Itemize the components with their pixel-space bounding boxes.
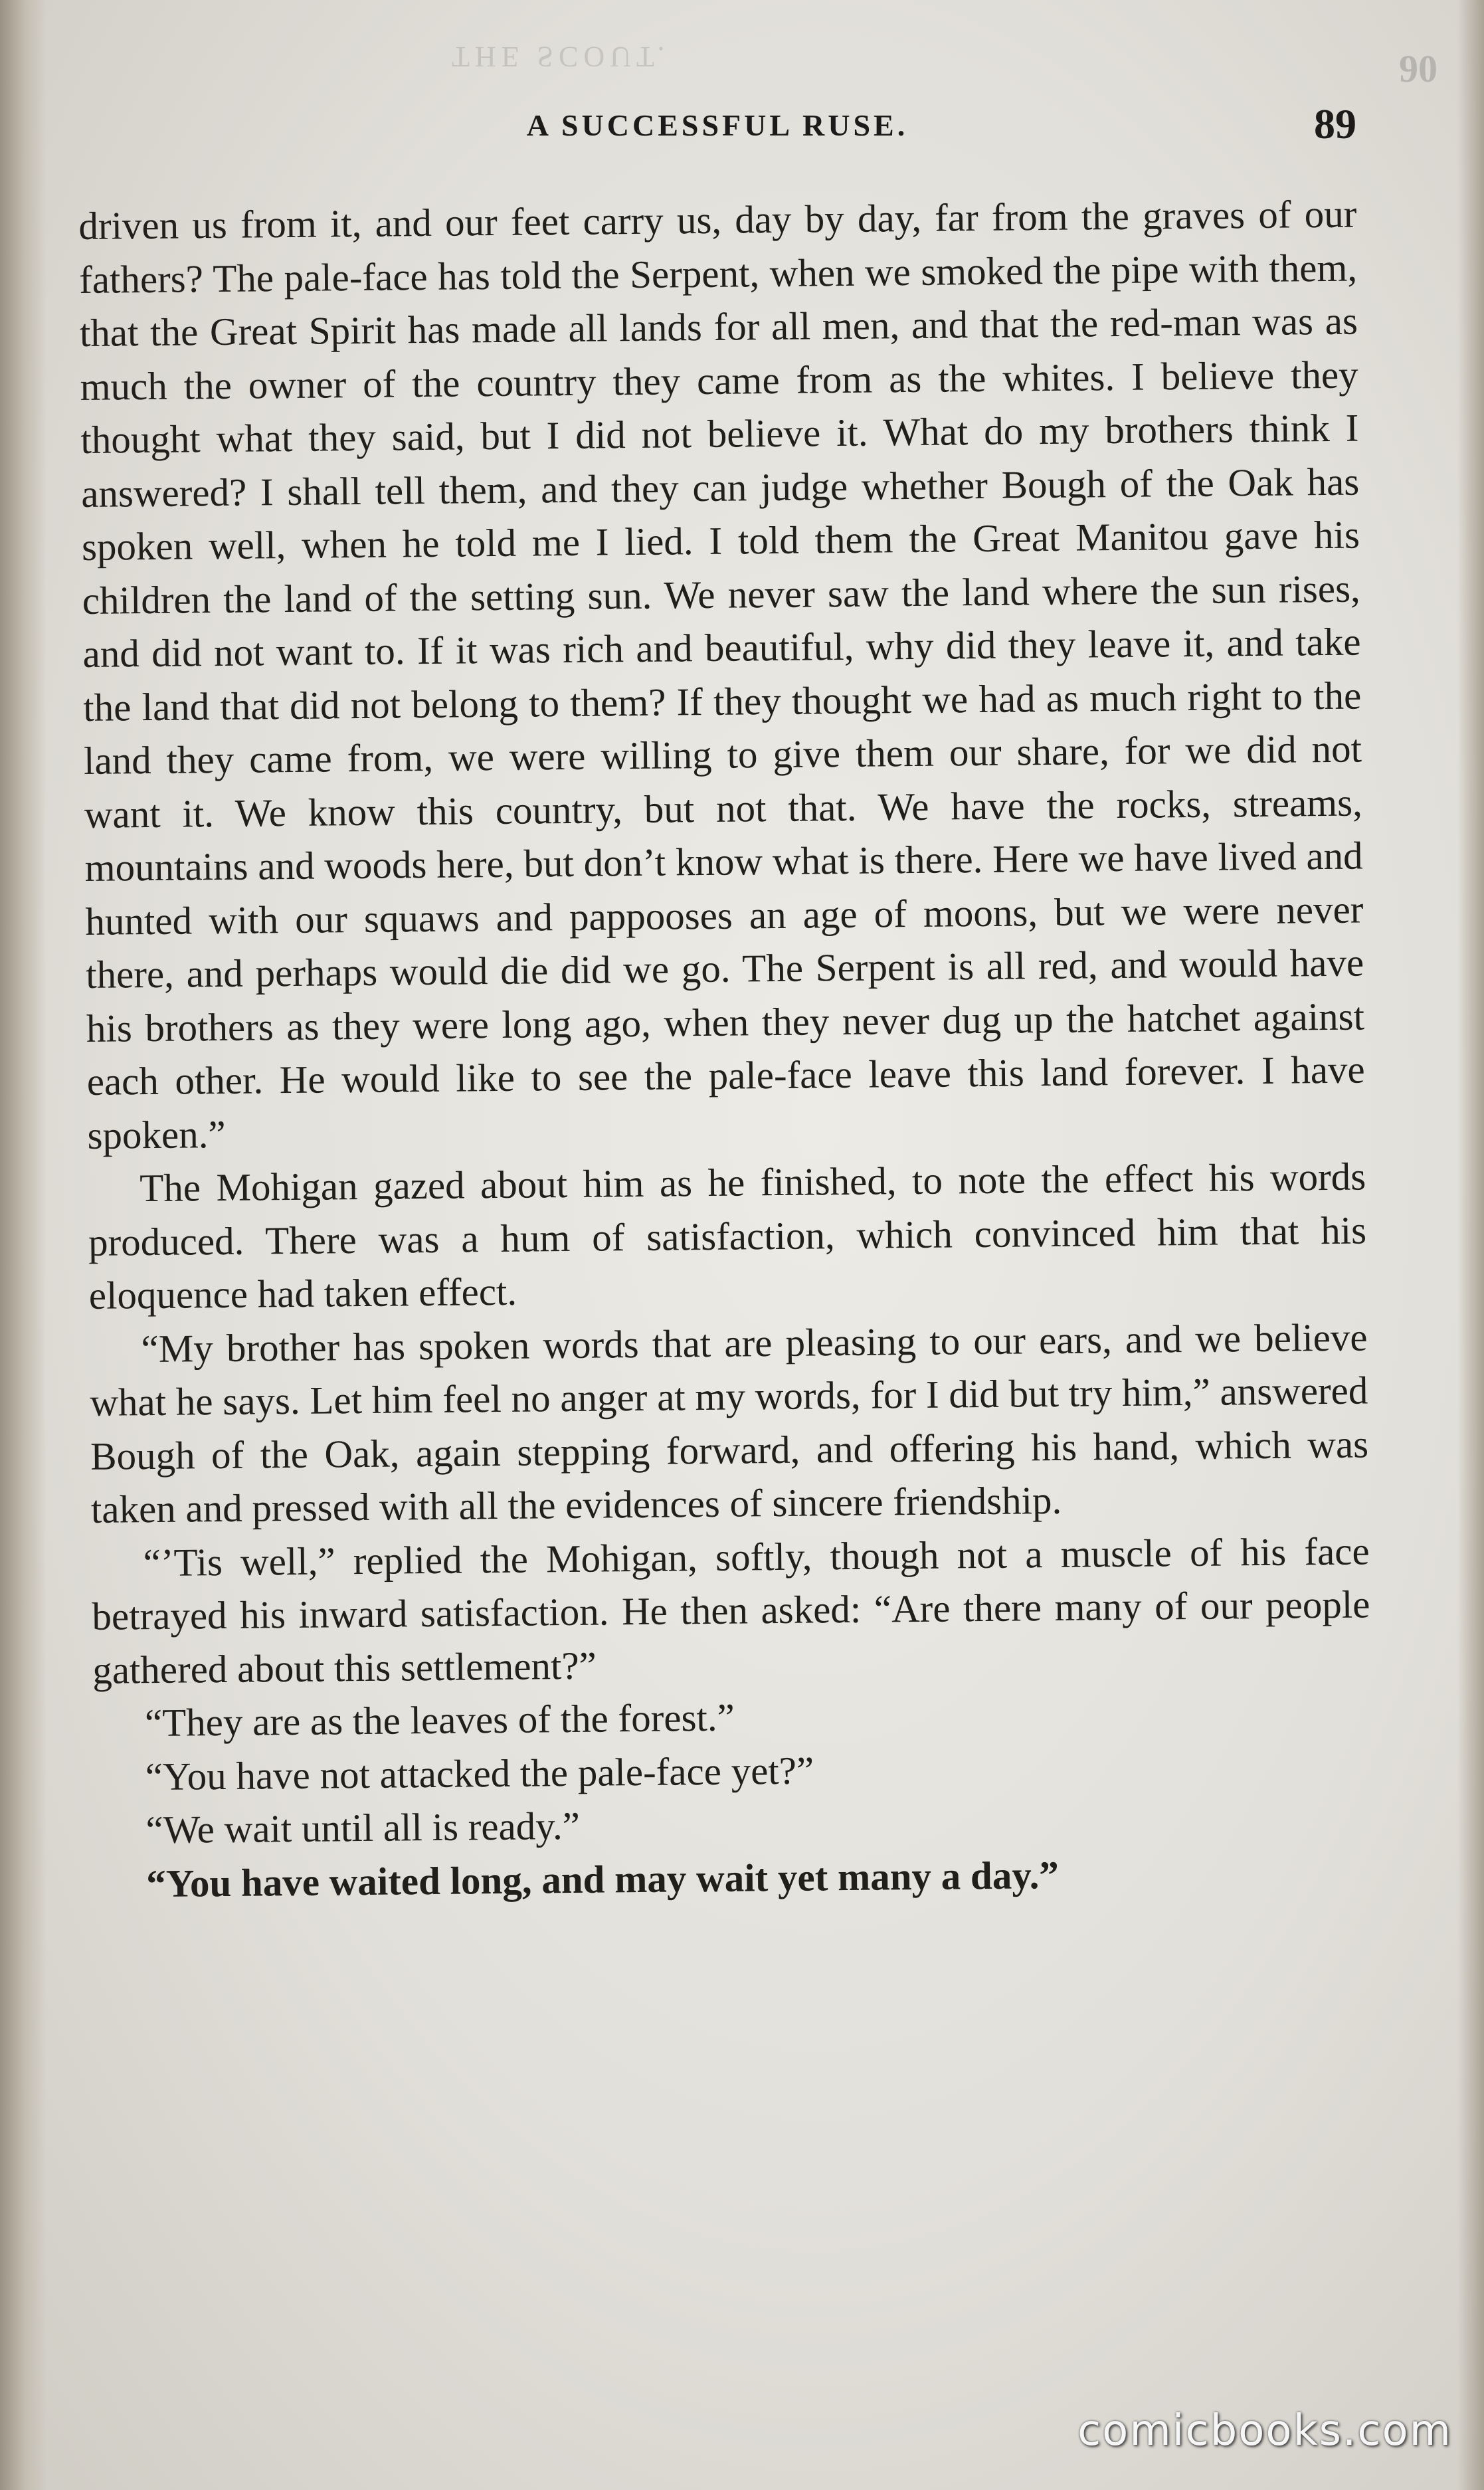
watermark: comicbooks.com xyxy=(1077,2406,1452,2455)
dialogue-line: “You have not attacked the pale-face yet?” xyxy=(145,1747,814,1798)
page-right-edge-shadow xyxy=(1457,0,1484,2490)
paragraph: “My brother has spoken words that are pleasing to our ears, and we believe what he says. Let him feel no anger at my words, for I did but try him,” answered Bough of the Oak, again stepping forward, and offering his hand, which was taken and pressed with all the evidences of sincere friendship. xyxy=(90,1314,1369,1531)
show-through-bleed: THE SCOUT. xyxy=(452,41,670,73)
page-number: 89 xyxy=(1314,100,1356,147)
show-through-page-number: 90 xyxy=(1399,47,1438,90)
dialogue-line: “They are as the leaves of the forest.” xyxy=(144,1695,735,1745)
paragraph: “’Tis well,” replied the Mohigan, softly, though not a muscle of his face betrayed his inward satisfaction. He then asked: “Are there many of our people gathered about this settlement?” xyxy=(92,1528,1370,1692)
body-text xyxy=(78,187,1373,1911)
dialogue-line: “You have waited long, and may wait yet many a day.” xyxy=(146,1852,1060,1905)
page-header xyxy=(78,100,1356,153)
page-left-edge-shadow xyxy=(0,0,46,2490)
running-head: A SUCCESSFUL RUSE. xyxy=(526,108,909,142)
dialogue-line: “We wait until all is ready.” xyxy=(145,1803,581,1852)
paragraph: The Mohigan gazed about him as he finished, to note the effect his words produced. There was a hum of satisfaction, which convinced him that his eloquence had taken effect. xyxy=(88,1154,1367,1317)
paragraph-continued: driven us from it, and our feet carry us, day by day, far from the graves of our fathers? The pale-face has told the Serpent, when we smoked the pipe with them, that the Great Spirit has made all lands for all men, and that the red-man was as much the owner of the country they came from as the whites. I believe they thought what they said, but I did not believe it. What do my brothers think I answered? I shall tell them, and they can judge whether Bough of the Oak has spoken well, when he told me I lied. I told them the Great Manitou gave his children the land of the setting sun. We never saw the land where the sun rises, and did not want to. If it was rich and beautiful, why did they leave it, and take the land that did not belong to them? If they thought we had as much right to the land they came from, we were willing to give them our share, for we did not want it. We know this country, but not that. We have the rocks, streams, mountains and woods here, but don’t know what is there. Here we have lived and hunted with our squaws and pappooses an age of moons, but we were never there, and perhaps would die did we go. The Serpent is all red, and would have his brothers as they were long ago, when they never dug up the hatchet against each other. He would like to see the pale-face leave this land forever. I have spoken.” xyxy=(78,191,1365,1157)
